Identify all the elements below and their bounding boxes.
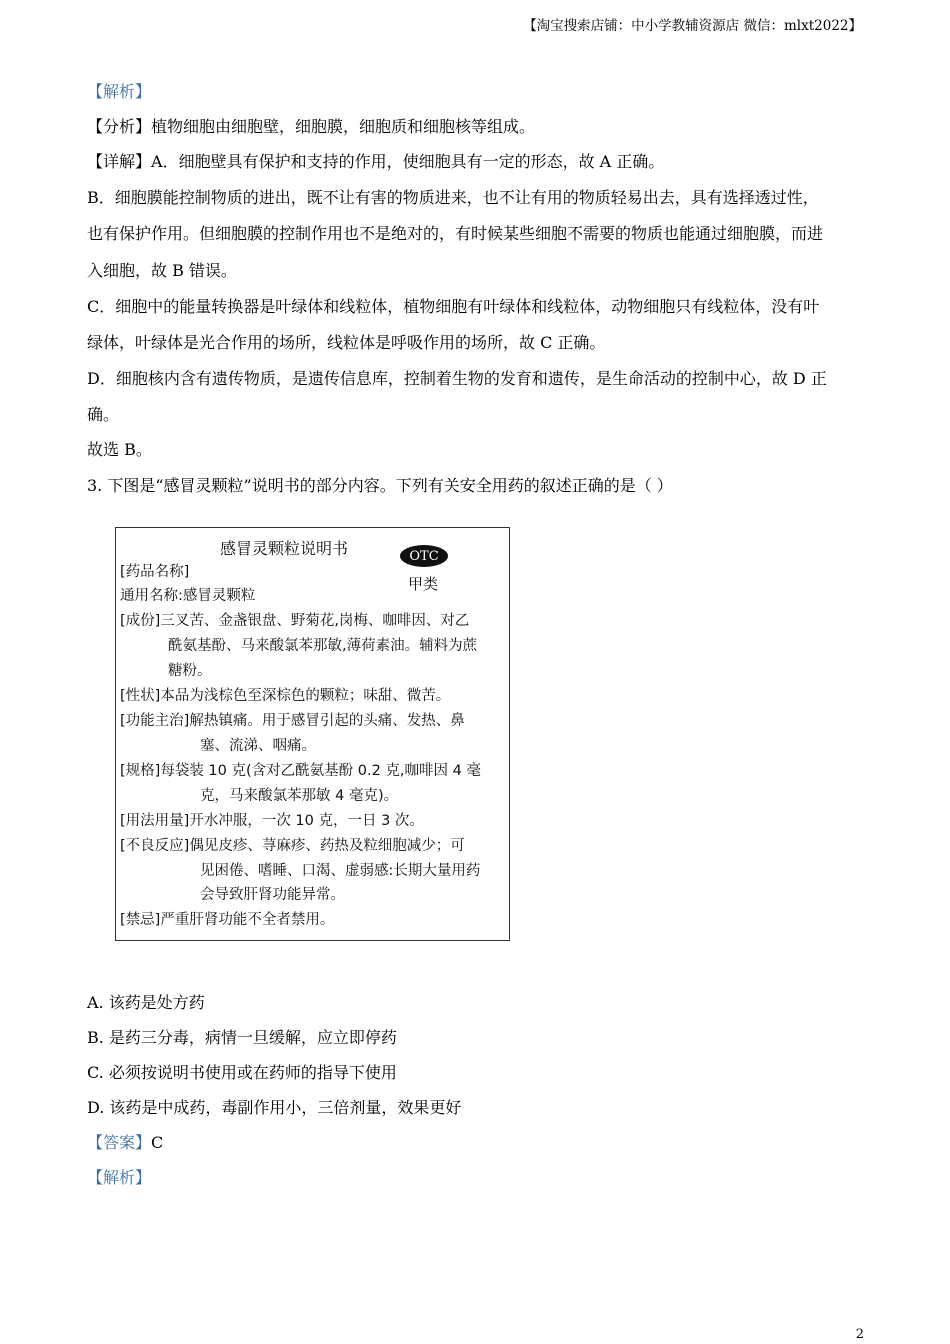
- xiangjie-line-a: A．细胞壁具有保护和支持的作用，使细胞具有一定的形态，故 A 正确。: [151, 152, 665, 171]
- leaflet-line: 会导致肝肾功能异常。: [200, 887, 345, 903]
- medicine-leaflet-image: [115, 527, 510, 941]
- option-a: A. 该药是处方药: [87, 993, 205, 1012]
- xiangjie-line: [87, 152, 664, 172]
- leaflet-line: [用法用量]开水冲服，一次 10 克，一日 3 次。: [120, 813, 424, 829]
- fenxi-line: [87, 117, 535, 137]
- option-b: B. 是药三分毒，病情一旦缓解，应立即停药: [87, 1028, 397, 1047]
- jiexi-tag-2: 【解析】: [87, 1168, 152, 1187]
- page-number: 2: [855, 1327, 864, 1342]
- explanation-line: D．细胞核内含有遗传物质，是遗传信息库，控制着生物的发育和遗传，是生命活动的控制中心，故 D 正: [87, 369, 827, 388]
- leaflet-line: [药品名称]: [120, 564, 190, 580]
- leaflet-line: [功能主治]解热镇痛。用于感冒引起的头痛、发热、鼻: [120, 713, 465, 729]
- explanation-line: 绿体，叶绿体是光合作用的场所，线粒体是呼吸作用的场所，故 C 正确。: [87, 333, 606, 352]
- explanation-line: 入细胞，故 B 错误。: [87, 261, 237, 280]
- leaflet-line: 酰氨基酚、马来酸氯苯那敏,薄荷素油。辅料为蔗: [168, 638, 478, 654]
- leaflet-line: [规格]每袋装 10 克(含对乙酰氨基酚 0.2 克,咖啡因 4 毫: [120, 763, 481, 779]
- leaflet-line: 见困倦、嗜睡、口渴、虚弱感:长期大量用药: [200, 863, 481, 879]
- answer-value: C: [151, 1133, 164, 1152]
- fenxi-text: 植物细胞由细胞壁，细胞膜，细胞质和细胞核等组成。: [151, 117, 536, 136]
- fenxi-label: 【分析】: [87, 117, 152, 136]
- answer-label: 【答案】: [87, 1133, 152, 1152]
- leaflet-line: 塞、流涕、咽痛。: [200, 738, 316, 754]
- leaflet-title: 感冒灵颗粒说明书: [220, 539, 349, 558]
- conclusion-line: 故选 B。: [87, 440, 152, 459]
- explanation-line: C．细胞中的能量转换器是叶绿体和线粒体，植物细胞有叶绿体和线粒体，动物细胞只有线粒体，没有叶: [87, 297, 820, 316]
- leaflet-line: [禁忌]严重肝肾功能不全者禁用。: [120, 912, 335, 928]
- explanation-line: B．细胞膜能控制物质的进出，既不让有害的物质进来，也不让有用的物质轻易出去，具有选择透过性，: [87, 188, 819, 207]
- leaflet-line: [性状]本品为浅棕色至深棕色的颗粒；味甜、微苦。: [120, 688, 451, 704]
- explanation-line: 确。: [87, 405, 120, 424]
- option-d: D. 该药是中成药，毒副作用小，三倍剂量，效果更好: [87, 1098, 462, 1117]
- leaflet-line: 糖粉。: [168, 663, 212, 679]
- jiexi-tag: 【解析】: [87, 82, 152, 101]
- leaflet-line: [不良反应]偶见皮疹、荨麻疹、药热及粒细胞减少；可: [120, 838, 465, 854]
- leaflet-line: 克，马来酸氯苯那敏 4 毫克)。: [200, 788, 399, 804]
- explanation-line: 也有保护作用。但细胞膜的控制作用也不是绝对的，有时候某些细胞不需要的物质也能通过细胞膜，而进: [87, 224, 824, 243]
- xiangjie-label: 【详解】: [87, 152, 152, 171]
- page-header: 【淘宝搜索店铺：中小学教辅资源店 微信：mlxt2022】: [523, 18, 862, 34]
- leaflet-line: [成份]三叉苦、金盏银盘、野菊花,岗梅、咖啡因、对乙: [120, 613, 470, 629]
- otc-class-label: 甲类: [408, 575, 439, 593]
- otc-badge-icon: OTC: [400, 545, 448, 567]
- leaflet-line: 通用名称:感冒灵颗粒: [120, 588, 256, 604]
- answer-line: [87, 1133, 163, 1153]
- option-c: C. 必须按说明书使用或在药师的指导下使用: [87, 1063, 397, 1082]
- question-stem: 3. 下图是“感冒灵颗粒”说明书的部分内容。下列有关安全用药的叙述正确的是（ ）: [87, 476, 673, 495]
